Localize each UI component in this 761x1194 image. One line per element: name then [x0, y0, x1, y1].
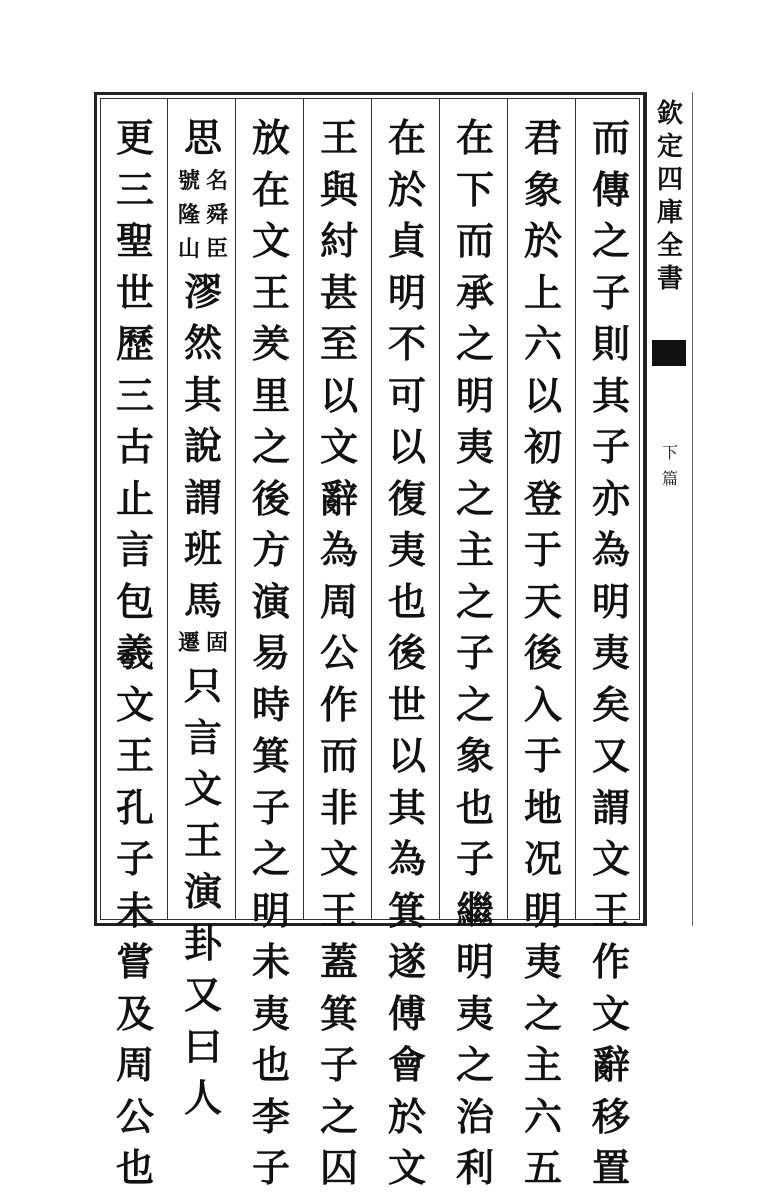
text-char: 文 [319, 424, 358, 469]
text-char: 君 [523, 115, 562, 160]
text-char: 會 [387, 1042, 426, 1087]
text-char: 之 [251, 836, 290, 881]
text-char: 置 [591, 1145, 630, 1190]
text-char: 之 [591, 218, 630, 263]
text-char: 可 [387, 372, 426, 418]
text-char: 班 [183, 526, 222, 571]
text-char: 周 [115, 1042, 154, 1087]
text-char: 夷 [523, 939, 562, 984]
text-char: 里 [251, 372, 290, 418]
text-char: 演 [183, 869, 222, 914]
text-char: 治 [455, 1093, 494, 1139]
text-char: 之 [455, 578, 494, 624]
column-rule [235, 98, 236, 920]
text-char: 六 [523, 1093, 562, 1139]
text-char: 世 [387, 681, 426, 727]
text-char: 于 [523, 527, 562, 572]
margin-title [650, 98, 690, 296]
text-char: 以 [319, 372, 358, 418]
text-char: 以 [387, 424, 426, 469]
text-char: 未 [251, 939, 290, 984]
text-char: 其 [387, 784, 426, 830]
text-char: 象 [523, 166, 562, 212]
text-char: 蓋 [319, 939, 358, 984]
text-char: 辭 [319, 475, 358, 521]
text-char: 也 [387, 578, 426, 624]
text-char: 象 [455, 733, 494, 778]
text-char: 之 [251, 424, 290, 469]
text-char: 曰 [183, 1023, 222, 1069]
text-char: 王 [591, 887, 630, 933]
text-column-4 [379, 112, 435, 1190]
text-char: 文 [591, 990, 630, 1036]
text-char: 繼 [455, 887, 494, 933]
column-rule [371, 98, 372, 920]
text-char: 箕 [251, 733, 290, 778]
margin-rule [645, 92, 647, 926]
text-char: 明 [387, 269, 426, 315]
text-char: 及 [115, 990, 154, 1036]
text-char: 夷 [455, 424, 494, 469]
margin-char: 定 [656, 132, 683, 162]
text-char: 甚 [319, 269, 358, 315]
text-char: 王 [251, 269, 290, 315]
text-char: 羑 [251, 321, 290, 366]
margin-juan [650, 440, 690, 492]
text-char: 之 [455, 681, 494, 727]
text-char: 子 [591, 424, 630, 469]
text-column-2 [515, 112, 571, 1190]
text-char: 亦 [591, 475, 630, 521]
column-rule [167, 98, 168, 920]
text-char: 而 [591, 115, 630, 160]
text-char: 羲 [115, 630, 154, 675]
text-char: 初 [523, 424, 562, 469]
text-char: 歷 [115, 321, 154, 366]
text-char: 而 [455, 218, 494, 263]
note-char: 遷 [178, 630, 201, 656]
text-char: 為 [387, 836, 426, 881]
margin-char: 篇 [661, 469, 678, 488]
text-column-7 [175, 112, 231, 1120]
text-char: 夷 [455, 990, 494, 1036]
text-char: 文 [251, 218, 290, 263]
text-char: 明 [455, 372, 494, 418]
margin-char: 書 [656, 264, 683, 294]
text-char: 其 [183, 371, 222, 417]
text-char: 於 [387, 166, 426, 212]
text-char: 復 [387, 475, 426, 521]
text-char: 六 [523, 321, 562, 366]
text-char: 子 [115, 836, 154, 881]
text-char: 卦 [183, 920, 222, 966]
text-char: 况 [523, 836, 562, 881]
text-char: 上 [523, 269, 562, 315]
text-char: 囚 [319, 1145, 358, 1190]
text-char: 時 [251, 681, 290, 727]
margin-char: 庫 [656, 198, 683, 228]
text-char: 說 [183, 423, 222, 468]
note-line [206, 164, 228, 266]
text-char: 文 [183, 766, 222, 811]
text-char: 為 [319, 527, 358, 572]
text-char: 不 [387, 321, 426, 366]
text-char: 貞 [387, 218, 426, 263]
text-char: 王 [183, 817, 222, 863]
text-char: 箕 [387, 887, 426, 933]
text-char: 子 [455, 836, 494, 881]
margin-char: 四 [656, 165, 683, 195]
text-char: 文 [387, 1145, 426, 1190]
text-char: 後 [251, 475, 290, 521]
text-char: 紂 [319, 218, 358, 263]
text-char: 遂 [387, 939, 426, 984]
note-char: 名 [206, 167, 229, 194]
note-char: 山 [178, 235, 201, 262]
text-char: 于 [523, 733, 562, 778]
text-char: 古 [115, 424, 154, 469]
text-char: 為 [591, 527, 630, 572]
text-column-3 [447, 112, 503, 1190]
text-char: 只 [183, 663, 222, 708]
text-char: 後 [387, 630, 426, 675]
text-char: 又 [591, 733, 630, 778]
fishtail-mark [652, 340, 686, 366]
text-column-6 [243, 112, 299, 1190]
text-char: 而 [319, 733, 358, 778]
text-char: 主 [455, 527, 494, 572]
text-char: 以 [387, 733, 426, 778]
text-char: 文 [115, 681, 154, 727]
text-char: 移 [591, 1093, 630, 1139]
text-char: 之 [455, 475, 494, 521]
text-char: 明 [591, 578, 630, 624]
text-char: 放 [251, 115, 290, 160]
text-char: 其 [591, 372, 630, 418]
text-char: 至 [319, 321, 358, 366]
margin-char: 下 [661, 443, 678, 462]
text-char: 聖 [115, 218, 154, 263]
text-char: 明 [523, 887, 562, 933]
text-char: 登 [523, 475, 562, 521]
text-char: 傳 [591, 166, 630, 212]
text-char: 下 [455, 166, 494, 212]
text-char: 王 [319, 887, 358, 933]
text-char: 然 [183, 320, 222, 365]
text-char: 漻 [183, 268, 222, 314]
text-char: 五 [523, 1145, 562, 1190]
text-char: 公 [115, 1093, 154, 1139]
text-char: 止 [115, 475, 154, 521]
text-char: 辭 [591, 1042, 630, 1087]
text-char: 於 [387, 1093, 426, 1139]
column-rule [303, 98, 304, 920]
text-char: 作 [319, 681, 358, 727]
text-char: 人 [183, 1075, 222, 1120]
text-char: 主 [523, 1042, 562, 1087]
note-line [178, 626, 200, 660]
text-char: 孔 [115, 784, 154, 830]
text-char: 嘗 [115, 939, 154, 984]
note-char: 隆 [178, 201, 201, 228]
text-column-5 [311, 112, 367, 1190]
text-char: 公 [319, 630, 358, 675]
column-rule [575, 98, 576, 920]
text-char: 又 [183, 972, 222, 1017]
column-rule [507, 98, 508, 920]
note-char: 號 [178, 167, 201, 194]
text-char: 地 [523, 784, 562, 830]
text-char: 箕 [319, 990, 358, 1036]
text-char: 作 [591, 939, 630, 984]
text-char: 三 [115, 372, 154, 418]
text-char: 夷 [387, 527, 426, 572]
text-char: 謂 [591, 784, 630, 830]
text-char: 以 [523, 372, 562, 418]
column-rule [439, 98, 440, 920]
text-char: 在 [387, 115, 426, 160]
text-char: 包 [115, 578, 154, 624]
text-char: 子 [251, 784, 290, 830]
note-char: 舜 [206, 201, 229, 228]
text-char: 在 [251, 166, 290, 212]
text-char: 利 [455, 1145, 494, 1190]
text-char: 文 [319, 836, 358, 881]
text-char: 易 [251, 630, 290, 675]
text-char: 子 [251, 1145, 290, 1190]
text-char: 入 [523, 681, 562, 727]
text-char: 天 [523, 578, 562, 624]
text-char: 李 [251, 1093, 290, 1139]
text-char: 更 [115, 115, 154, 160]
margin-rule-outer [692, 92, 693, 926]
text-char: 後 [523, 630, 562, 675]
text-char: 之 [523, 990, 562, 1036]
text-column-8 [107, 112, 163, 1190]
text-char: 則 [591, 321, 630, 366]
text-char: 之 [319, 1093, 358, 1139]
text-char: 未 [115, 887, 154, 933]
text-char: 方 [251, 527, 290, 572]
note-char: 臣 [206, 235, 229, 262]
note-char: 固 [206, 630, 229, 656]
text-char: 謂 [183, 474, 222, 520]
text-char: 也 [115, 1145, 154, 1190]
text-char: 言 [183, 714, 222, 760]
interlinear-note [175, 626, 231, 660]
interlinear-note [175, 164, 231, 266]
text-char: 子 [455, 630, 494, 675]
note-line [178, 164, 200, 266]
text-char: 傅 [387, 990, 426, 1036]
margin-char: 欽 [656, 99, 683, 129]
text-char: 王 [319, 115, 358, 160]
text-char: 也 [455, 784, 494, 830]
text-char: 文 [591, 836, 630, 881]
text-column-1 [583, 112, 639, 1190]
margin-char: 全 [656, 231, 683, 261]
text-char: 之 [455, 321, 494, 366]
text-char: 王 [115, 733, 154, 778]
text-char: 之 [455, 1042, 494, 1087]
text-char: 夷 [251, 990, 290, 1036]
text-char: 矣 [591, 681, 630, 727]
note-line [206, 626, 228, 660]
text-char: 於 [523, 218, 562, 263]
text-char: 演 [251, 578, 290, 624]
text-char: 周 [319, 578, 358, 624]
text-char: 夷 [591, 630, 630, 675]
text-char: 明 [251, 887, 290, 933]
text-char: 明 [455, 939, 494, 984]
text-char: 也 [251, 1042, 290, 1087]
text-char: 非 [319, 784, 358, 830]
text-char: 子 [591, 269, 630, 315]
text-char: 思 [183, 115, 222, 160]
text-char: 與 [319, 166, 358, 212]
text-char: 子 [319, 1042, 358, 1087]
text-char: 世 [115, 269, 154, 315]
text-char: 馬 [183, 577, 222, 623]
text-char: 在 [455, 115, 494, 160]
text-char: 承 [455, 269, 494, 315]
text-char: 言 [115, 527, 154, 572]
text-char: 三 [115, 166, 154, 212]
